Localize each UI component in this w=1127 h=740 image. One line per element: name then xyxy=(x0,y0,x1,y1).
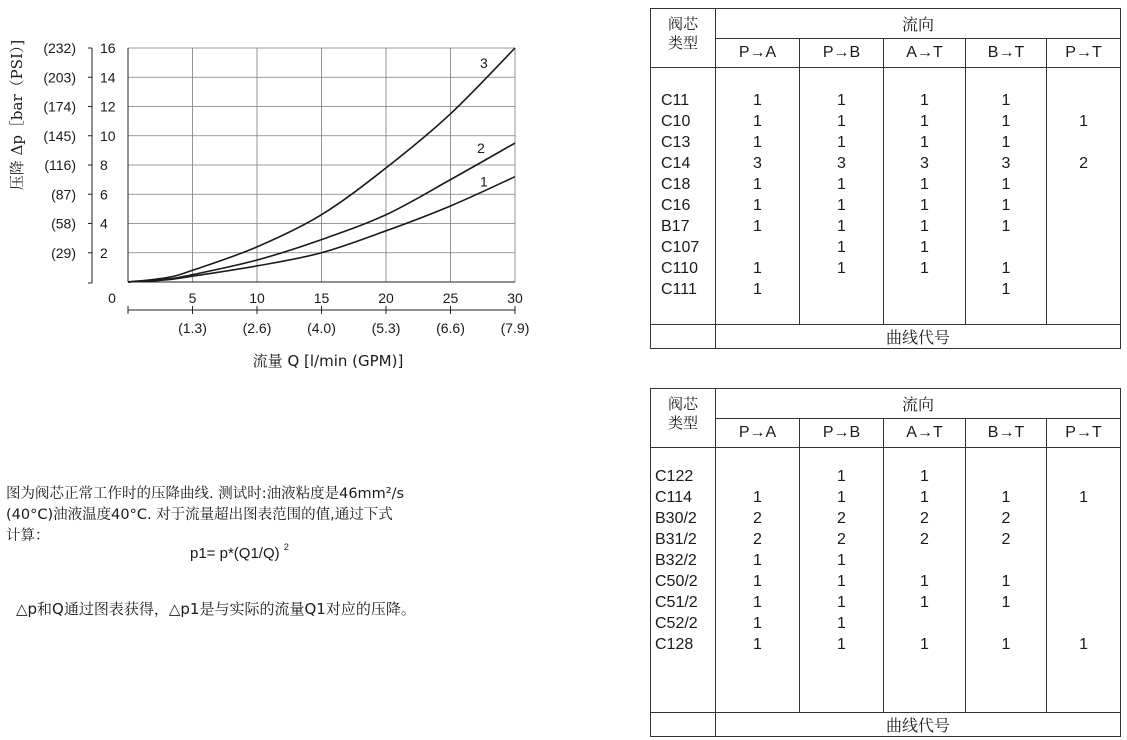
curve-code-value: 1 xyxy=(753,636,762,653)
y-tick-label: 14 xyxy=(100,69,116,86)
y-tick-label: 2 xyxy=(100,244,108,261)
y-tick-label-psi: (145) xyxy=(43,127,76,144)
curve-code-value: 1 xyxy=(1001,281,1011,298)
curve-code-footer: 曲线代号 xyxy=(716,713,1121,737)
curve-code-value: 1 xyxy=(1079,113,1088,130)
curve-code-value xyxy=(1047,279,1120,300)
y-tick-label: 16 xyxy=(100,40,116,56)
values-column xyxy=(800,448,884,713)
spool-type-label: C16 xyxy=(661,197,691,214)
curve-code-value: 1 xyxy=(920,176,929,193)
x-tick-label-gpm: (1.3) xyxy=(178,320,207,336)
chart-ticks xyxy=(43,40,529,336)
curve-code-value: 1 xyxy=(920,489,929,506)
chart-svg xyxy=(0,0,560,380)
direction-header: P→T xyxy=(1047,419,1121,448)
y-tick-label: 6 xyxy=(100,186,108,203)
formula-exponent: 2 xyxy=(283,542,289,552)
x-tick-label-gpm: (6.6) xyxy=(436,320,465,336)
spool-type-label: C114 xyxy=(655,489,693,506)
x-tick-label-gpm: (2.6) xyxy=(242,320,272,336)
spool-curve-table-2 xyxy=(650,388,1121,737)
curve-code-value: 2 xyxy=(1079,155,1088,172)
spool-type-label: C13 xyxy=(661,134,691,151)
spool-type-label: C10 xyxy=(661,113,691,130)
curve-code-value: 2 xyxy=(920,531,929,548)
curve-code-value: 1 xyxy=(753,113,762,130)
curve-code-value: 1 xyxy=(753,573,762,590)
curve-code-value xyxy=(716,237,799,258)
curve-code-value: 1 xyxy=(753,552,762,569)
values-column xyxy=(1047,448,1121,713)
values-column xyxy=(716,448,800,713)
curve-code-value: 3 xyxy=(753,155,762,172)
curve-code-value xyxy=(966,237,1046,258)
x-tick-label-gpm: (4.0) xyxy=(307,320,336,336)
curve-code-value: 1 xyxy=(753,134,762,151)
direction-header: P→B xyxy=(800,39,884,68)
curve-code-value: 1 xyxy=(1001,197,1011,214)
curve-code-value xyxy=(966,613,1046,634)
x-tick-label: 5 xyxy=(188,290,197,306)
spool-type-column xyxy=(651,68,716,325)
curve-code-value: 1 xyxy=(920,197,929,214)
curve-code-value: 1 xyxy=(837,615,846,632)
x-tick-label: 25 xyxy=(442,290,459,306)
curve-code-value: 1 xyxy=(920,134,929,151)
curve-code-value: 1 xyxy=(753,489,762,506)
curve-code-value xyxy=(1047,592,1120,613)
curve-code-value xyxy=(1047,195,1120,216)
curve-code-value: 1 xyxy=(1001,113,1011,130)
spool-type-header xyxy=(651,389,716,448)
curve-code-value: 1 xyxy=(753,260,762,277)
curve-code-value: 1 xyxy=(837,239,846,256)
curve-code-value xyxy=(884,613,965,634)
curve-code-value: 2 xyxy=(837,531,846,548)
curve-code-value: 2 xyxy=(920,510,929,527)
spool-type-column xyxy=(651,448,716,713)
curve-code-value xyxy=(1047,90,1120,111)
curve-code-value: 1 xyxy=(753,176,762,193)
test-conditions-note xyxy=(6,484,566,547)
curve-code-value: 1 xyxy=(837,197,846,214)
chart-x-label: 流量 Q [l/min (GPM)] xyxy=(252,352,404,370)
curve-code-footer: 曲线代号 xyxy=(716,325,1121,349)
direction-header: P→A xyxy=(716,39,800,68)
curve-code-value: 1 xyxy=(837,489,846,506)
curve-code-value: 2 xyxy=(753,510,762,527)
x-tick-label-gpm: (7.9) xyxy=(500,320,530,336)
chart-y-label: 压降 Δp［bar（PSI）] xyxy=(8,39,26,191)
curve-code-value xyxy=(1047,529,1120,550)
y-tick-label-psi: (29) xyxy=(51,244,76,261)
series-label-3: 3 xyxy=(480,55,488,71)
x-tick-label: 15 xyxy=(313,290,330,306)
curve-code-value: 1 xyxy=(837,218,846,235)
spool-type-label: C11 xyxy=(661,92,690,109)
curve-code-value: 1 xyxy=(1079,489,1088,506)
direction-header-row xyxy=(651,419,1121,448)
spool-type-header xyxy=(651,9,716,68)
curve-code-value: 2 xyxy=(1001,510,1011,527)
x-tick-label: 0 xyxy=(108,290,116,306)
curve-code-value: 1 xyxy=(920,218,929,235)
note-line-2: (40°C)油液温度40°C. 对于流量超出图表范围的值,通过下式 xyxy=(6,507,393,523)
curve-code-value: 1 xyxy=(753,594,762,611)
values-column xyxy=(716,68,800,325)
note-line-3: 计算： xyxy=(6,528,50,544)
curve-code-value: 1 xyxy=(753,92,762,109)
footer-blank-cell xyxy=(651,325,716,349)
y-tick-label-psi: (58) xyxy=(51,215,76,232)
curve-code-value: 1 xyxy=(1001,594,1011,611)
spool-type-label: C128 xyxy=(655,636,694,653)
footer-blank-cell xyxy=(651,713,716,737)
curve-code-value: 1 xyxy=(1079,636,1088,653)
values-column xyxy=(966,68,1047,325)
curve-code-value: 1 xyxy=(837,113,846,130)
pressure-formula xyxy=(190,542,289,562)
spool-type-label: B31/2 xyxy=(655,531,697,548)
spool-type-label: B17 xyxy=(661,218,690,235)
curve-code-value xyxy=(800,279,883,300)
spool-type-header-line-2: 类型 xyxy=(667,414,698,432)
spool-type-label: B32/2 xyxy=(655,552,697,569)
spool-type-header-line-2: 类型 xyxy=(667,34,698,52)
pressure-drop-chart xyxy=(0,0,560,380)
curve-code-value: 1 xyxy=(920,260,929,277)
spool-type-header-line-1: 阀芯 xyxy=(667,395,698,413)
direction-header: P→T xyxy=(1047,39,1121,68)
spool-type-label: C110 xyxy=(661,260,699,277)
curve-code-value: 1 xyxy=(1001,134,1011,151)
curve-code-value: 1 xyxy=(1001,218,1011,235)
curve-code-value: 2 xyxy=(837,510,846,527)
curve-code-value xyxy=(1047,508,1120,529)
curve-code-value: 1 xyxy=(1001,573,1011,590)
curve-code-value: 1 xyxy=(920,573,929,590)
spool-type-label: C51/2 xyxy=(655,594,698,611)
spool-type-label: C122 xyxy=(655,468,694,485)
direction-header: B→T xyxy=(966,39,1047,68)
series-label-2: 2 xyxy=(477,140,485,157)
curve-code-value xyxy=(1047,237,1120,258)
y-tick-label-psi: (203) xyxy=(43,69,76,86)
y-tick-label: 4 xyxy=(100,215,108,232)
direction-header: B→T xyxy=(966,419,1047,448)
y-tick-label: 12 xyxy=(100,98,116,115)
curve-code-value: 1 xyxy=(920,468,929,485)
curve-code-value xyxy=(1047,466,1120,487)
curve-code-value: 1 xyxy=(920,113,929,130)
curve-code-value xyxy=(1047,613,1120,634)
values-column xyxy=(1047,68,1121,325)
curve-code-value xyxy=(884,550,965,571)
curve-code-value: 1 xyxy=(1001,92,1011,109)
curve-code-value: 1 xyxy=(753,615,762,632)
curve-code-value: 1 xyxy=(920,594,929,611)
curve-code-value: 1 xyxy=(753,218,762,235)
x-tick-label-gpm: (5.3) xyxy=(371,320,401,336)
flow-direction-header: 流向 xyxy=(716,389,1121,419)
values-column xyxy=(884,68,966,325)
curve-code-value: 1 xyxy=(837,573,846,590)
chart-grid xyxy=(128,48,515,282)
direction-header: P→B xyxy=(800,419,884,448)
values-column xyxy=(966,448,1047,713)
curve-code-value: 3 xyxy=(920,155,929,172)
curve-code-value xyxy=(1047,550,1120,571)
chart-axes xyxy=(88,48,515,314)
y-tick-label-psi: (87) xyxy=(51,186,76,203)
spool-type-header-line-1: 阀芯 xyxy=(667,15,698,33)
curve-code-value xyxy=(966,550,1046,571)
curve-code-value: 1 xyxy=(753,281,762,298)
curve-code-value: 1 xyxy=(920,239,929,256)
curve-code-value xyxy=(1047,216,1120,237)
curve-code-value: 3 xyxy=(1001,155,1011,172)
curve-code-value: 1 xyxy=(1001,489,1011,506)
curve-code-value xyxy=(1047,174,1120,195)
curve-code-value: 1 xyxy=(1001,260,1011,277)
x-tick-label: 10 xyxy=(249,290,265,306)
note-line-1: 图为阀芯正常工作时的压降曲线. 测试时:油液粘度是46mm²/s xyxy=(6,486,405,502)
curve-code-value: 3 xyxy=(837,155,846,172)
spool-type-label: C52/2 xyxy=(655,615,698,632)
curve-code-value: 1 xyxy=(837,594,846,611)
x-tick-label: 20 xyxy=(378,290,394,306)
curve-code-value: 1 xyxy=(837,636,846,653)
note-line-4: △p和Q通过图表获得，△p1是与实际的流量Q1对应的压降。 xyxy=(16,600,416,618)
spool-type-label: C50/2 xyxy=(655,573,698,590)
spool-curve-table-1 xyxy=(650,8,1121,349)
curve-code-value: 2 xyxy=(1001,531,1011,548)
curve-code-value xyxy=(966,466,1046,487)
curve-code-value: 1 xyxy=(837,260,846,277)
spool-type-label: B30/2 xyxy=(655,510,697,527)
curve-code-value: 1 xyxy=(837,468,846,485)
formula-text: p1= p*(Q1/Q) xyxy=(190,545,280,562)
spool-type-label: C18 xyxy=(661,176,691,193)
y-tick-label: 8 xyxy=(100,157,108,173)
direction-header: A→T xyxy=(884,39,966,68)
curve-code-value: 1 xyxy=(1001,176,1011,193)
curve-code-value xyxy=(1047,258,1120,279)
values-column xyxy=(800,68,884,325)
flow-direction-header: 流向 xyxy=(716,9,1121,39)
spool-type-label: C14 xyxy=(661,155,691,172)
values-column xyxy=(884,448,966,713)
y-tick-label: 10 xyxy=(100,127,116,144)
curve-code-value: 2 xyxy=(753,531,762,548)
y-tick-label-psi: (232) xyxy=(43,40,76,56)
curve-code-value: 1 xyxy=(837,176,846,193)
curve-code-value xyxy=(884,279,965,300)
curve-code-value xyxy=(1047,132,1120,153)
x-tick-label: 30 xyxy=(507,290,523,306)
spool-type-label: C111 xyxy=(661,281,697,298)
y-tick-label-psi: (116) xyxy=(44,157,76,173)
spool-type-label: C107 xyxy=(661,239,700,256)
curve-code-value: 1 xyxy=(753,197,762,214)
direction-header: P→A xyxy=(716,419,800,448)
direction-header: A→T xyxy=(884,419,966,448)
y-tick-label-psi: (174) xyxy=(43,98,76,115)
curve-code-value xyxy=(1047,571,1120,592)
curve-code-value: 1 xyxy=(1001,636,1011,653)
curve-code-value: 1 xyxy=(837,552,846,569)
curve-code-value: 1 xyxy=(837,134,846,151)
curve-code-value: 1 xyxy=(837,92,846,109)
curve-code-value xyxy=(716,466,799,487)
curve-code-value: 1 xyxy=(920,92,929,109)
direction-header-row xyxy=(651,39,1121,68)
curve-code-value: 1 xyxy=(920,636,929,653)
series-label-1: 1 xyxy=(480,173,488,190)
